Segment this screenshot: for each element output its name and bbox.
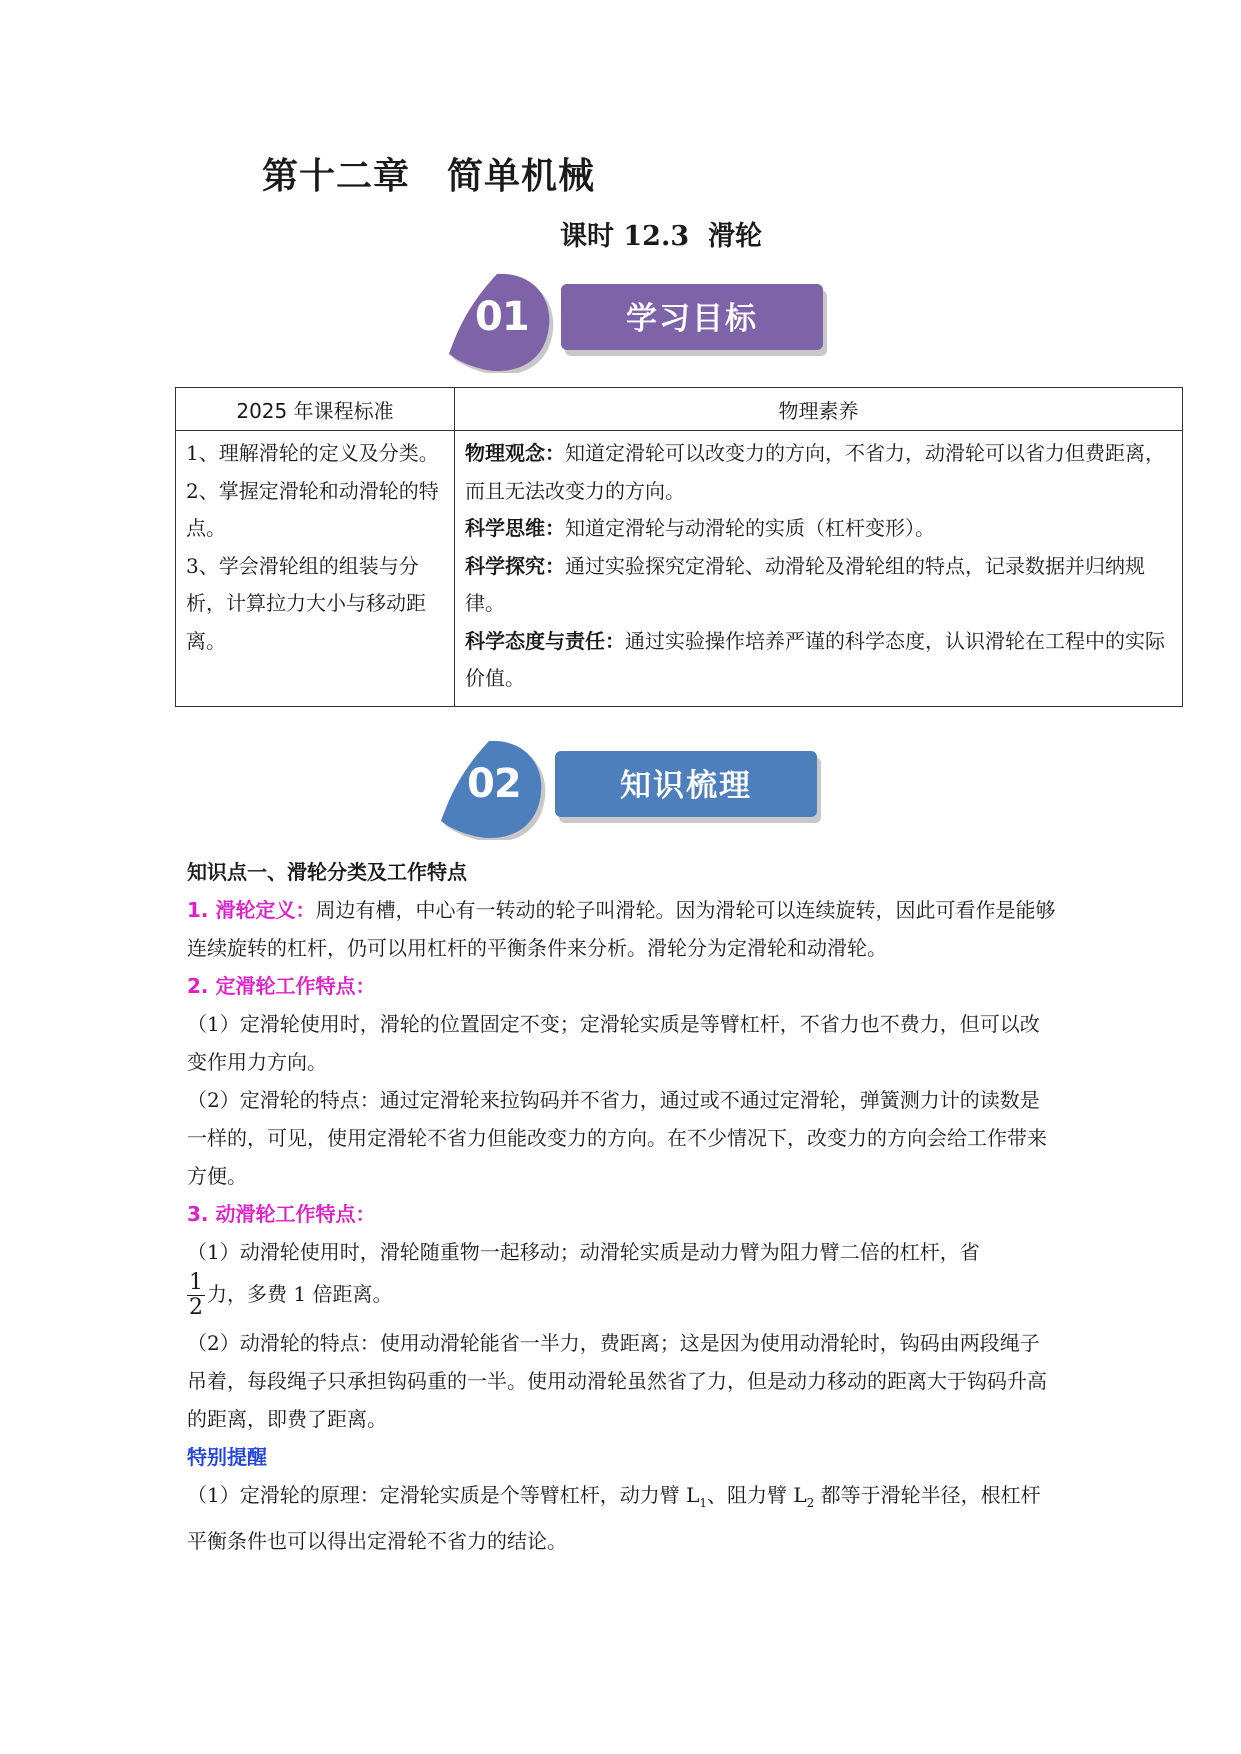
one-half-fraction bbox=[187, 1271, 205, 1320]
definition-paragraph bbox=[187, 891, 1057, 967]
movable-pulley-point-2: （2）动滑轮的特点：使用动滑轮能省一半力，费距离；这是因为使用动滑轮时，钩码由两段绳子吊着，每段绳子只承担钩码重的一半。使用动滑轮虽然省了力，但是动力移动的距离大于钩码升高的距离，即费了距离。 bbox=[187, 1331, 1047, 1431]
section-number: 01 bbox=[475, 294, 529, 340]
definition-label: 1. 滑轮定义： bbox=[187, 898, 316, 922]
reminder-text: （1）定滑轮的原理：定滑轮实质是个等臂杠杆，动力臂 L bbox=[187, 1483, 700, 1507]
movable-pulley-label: 3. 动滑轮工作特点： bbox=[187, 1202, 376, 1226]
definition-text: 周边有槽，中心有一转动的轮子叫滑轮。因为滑轮可以连续旋转，因此可看作是能够连续旋转的杠杆，仍可以用杠杆的平衡条件来分析。滑轮分为定滑轮和动滑轮。 bbox=[187, 898, 1056, 960]
chapter-title: 第十二章 简单机械 bbox=[262, 155, 596, 197]
literacy-term: 科学思维： bbox=[465, 516, 565, 540]
special-reminder-label: 特别提醒 bbox=[187, 1445, 267, 1469]
literacy-text: 通过实验探究定滑轮、动滑轮及滑轮组的特点，记录数据并归纳规律。 bbox=[465, 553, 1145, 615]
fraction-numerator: 1 bbox=[189, 1270, 203, 1295]
literacy-item bbox=[465, 510, 1172, 548]
knowledge-section bbox=[187, 853, 1057, 1560]
lesson-title: 课时 12.3 滑轮 bbox=[560, 221, 762, 252]
subscript: 1 bbox=[699, 1496, 708, 1510]
literacy-text: 知道定滑轮可以改变力的方向，不省力，动滑轮可以省力但费距离，而且无法改变力的方向。 bbox=[465, 441, 1165, 503]
standards-cell bbox=[176, 431, 455, 707]
literacy-term: 科学探究： bbox=[465, 553, 565, 578]
movable-pulley-point-1-end: 力，多费 1 倍距离。 bbox=[207, 1282, 393, 1306]
table-header-literacy: 物理素养 bbox=[455, 388, 1183, 431]
fixed-pulley-point-2: （2）定滑轮的特点：通过定滑轮来拉钩码并不省力，通过或不通过定滑轮，弹簧测力计的读数是一样的，可见，使用定滑轮不省力但能改变力的方向。在不少情况下，改变力的方向会给工作带来方便。 bbox=[187, 1088, 1047, 1188]
fixed-pulley-point-1: （1）定滑轮使用时，滑轮的位置固定不变；定滑轮实质是等臂杠杆，不省力也不费力，但可以改变作用力方向。 bbox=[187, 1012, 1040, 1074]
movable-pulley-point-1 bbox=[187, 1233, 1057, 1320]
literacy-text: 通过实验操作培养严谨的科学态度，认识滑轮在工程中的实际价值。 bbox=[465, 628, 1165, 690]
literacy-text: 知道定滑轮与动滑轮的实质（杠杆变形）。 bbox=[565, 516, 935, 540]
subscript: 2 bbox=[806, 1496, 815, 1510]
literacy-item bbox=[465, 623, 1172, 698]
standard-item: 3、学会滑轮组的组装与分析，计算拉力大小与移动距离。 bbox=[186, 553, 426, 653]
section-badge-learning-goals bbox=[445, 268, 830, 373]
reminder-point-1 bbox=[187, 1476, 1057, 1560]
table-header-standard: 2025 年课程标准 bbox=[176, 388, 455, 431]
fixed-pulley-label: 2. 定滑轮工作特点： bbox=[187, 974, 376, 998]
knowledge-point-title: 知识点一、滑轮分类及工作特点 bbox=[187, 860, 467, 884]
movable-pulley-point-1-text: （1）动滑轮使用时，滑轮随重物一起移动；动滑轮实质是动力臂为阻力臂二倍的杠杆，省 bbox=[187, 1240, 980, 1264]
standard-item: 2、掌握定滑轮和动滑轮的特点。 bbox=[186, 478, 439, 540]
literacy-item bbox=[465, 435, 1172, 510]
fraction-denominator: 2 bbox=[189, 1295, 203, 1320]
section-label: 学习目标 bbox=[626, 300, 758, 337]
reminder-text: 、阻力臂 L bbox=[707, 1483, 807, 1507]
section-number: 02 bbox=[467, 761, 521, 807]
learning-goals-table bbox=[175, 387, 1183, 707]
literacy-item bbox=[465, 548, 1172, 623]
literacy-term: 物理观念： bbox=[465, 441, 565, 465]
literacy-cell bbox=[455, 431, 1183, 707]
section-label: 知识梳理 bbox=[620, 767, 752, 804]
literacy-term: 科学态度与责任： bbox=[465, 628, 625, 653]
standard-item: 1、理解滑轮的定义及分类。 bbox=[186, 441, 439, 465]
reminder-text: 都等于滑轮半径，根杠杆平衡条件也可以得出定滑轮不省力的结论。 bbox=[187, 1483, 1041, 1553]
section-badge-knowledge bbox=[437, 735, 827, 840]
